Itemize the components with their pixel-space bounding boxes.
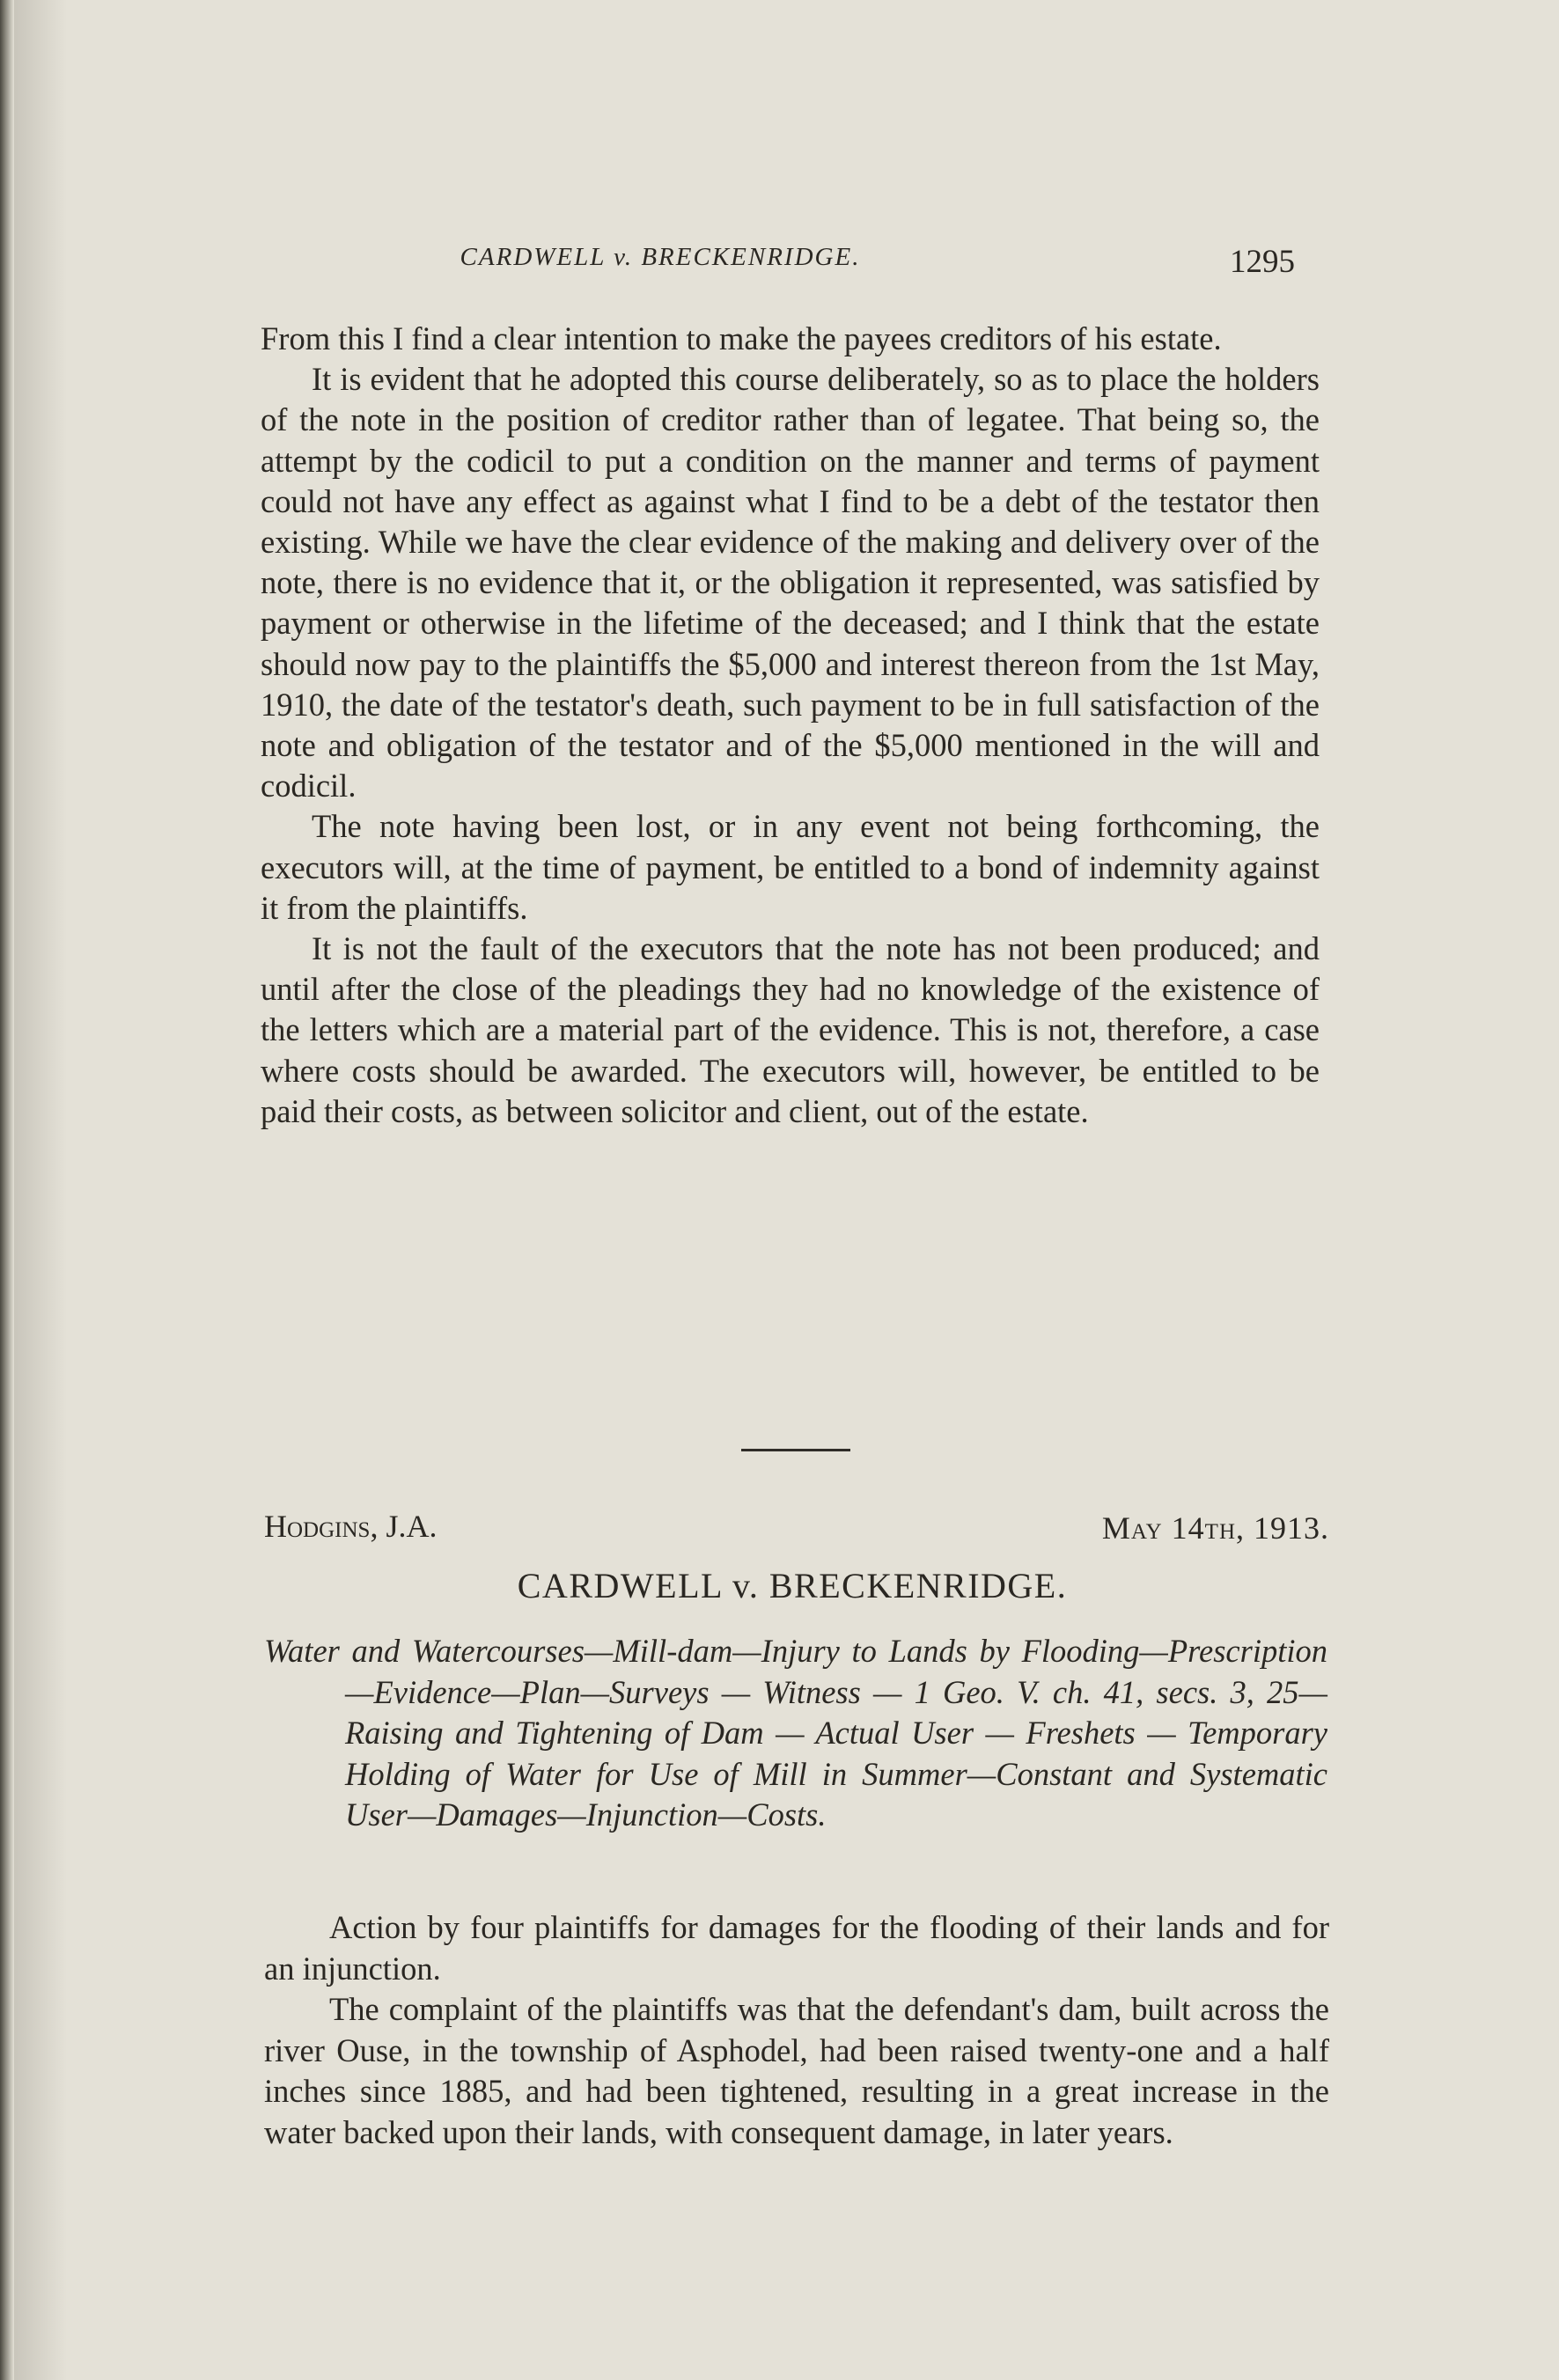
page-number: 1295 [1230, 244, 1295, 280]
previous-case-text [261, 319, 1320, 1132]
paragraph: It is not the fault of the executors that the note has not been produced; and until after the close of the pleadings they had no knowledge of the existence of the letters which are a material part of the evidence. This is not, therefore, a case where costs should be awarded. The executors will, however, be entitled to be paid their costs, as between solicitor and client, out of the estate. [261, 930, 1320, 1129]
gutter-shadow [14, 0, 67, 2380]
paragraph: The note having been lost, or in any event not being forthcoming, the executors will, at the time of payment, be entitled to a bond of indemnity against it from the plaintiffs. [261, 808, 1320, 926]
case-statement [264, 1907, 1329, 2153]
section-divider [741, 1449, 850, 1451]
book-binding-edge [0, 0, 14, 2380]
paragraph: Action by four plaintiffs for damages for the flooding of their lands and for an injunction. [264, 1909, 1329, 1987]
paragraph: From this I find a clear intention to make the payees creditors of his estate. [261, 320, 1222, 356]
headnote: Water and Watercourses—Mill-dam—Injury to Lands by Flooding—Prescription—Evidence—Plan—Surveys — Witness — 1 Geo. V. ch. 41, secs. 3, 25—Raising and Tightening of Dam — Actual User — Freshets — Temporary Holding of Water for Use of Mill in Summer—Constant and Systematic User—Damages—Injunction—Costs. [264, 1633, 1327, 1833]
running-head [264, 243, 1320, 287]
decision-date: May 14th, 1913. [1101, 1510, 1329, 1546]
running-title: CARDWELL v. BRECKENRIDGE. [460, 243, 861, 271]
judge-name: Hodgins, J.A. [264, 1509, 438, 1544]
paragraph: The complaint of the plaintiffs was that the defendant's dam, built across the river Ouse, in the township of Asphodel, had been raised twenty-one and a half inches since 1885, and had been tightened, resulting in a great increase in the water backed upon their lands, with consequent damage, in later years. [264, 1991, 1329, 2150]
case-title: CARDWELL v. BRECKENRIDGE. [517, 1566, 1068, 1605]
paragraph: It is evident that he adopted this course deliberately, so as to place the holders of the note in the position of creditor rather than of legatee. That being so, the attempt by the codicil to put a condition on the manner and terms of payment could not have any effect as against what I find to be a debt of the testator then existing. While we have the clear evidence of the making and delivery over of the note, there is no evidence that it, or the obligation it represented, was satisfied by payment or otherwise in the lifetime of the deceased; and I think that the estate should now pay to the plaintiffs the $5,000 and interest thereon from the 1st May, 1910, the date of the testator's death, such payment to be in full satisfaction of the note and obligation of the testator and of the $5,000 mentioned in the will and codicil. [261, 361, 1320, 804]
